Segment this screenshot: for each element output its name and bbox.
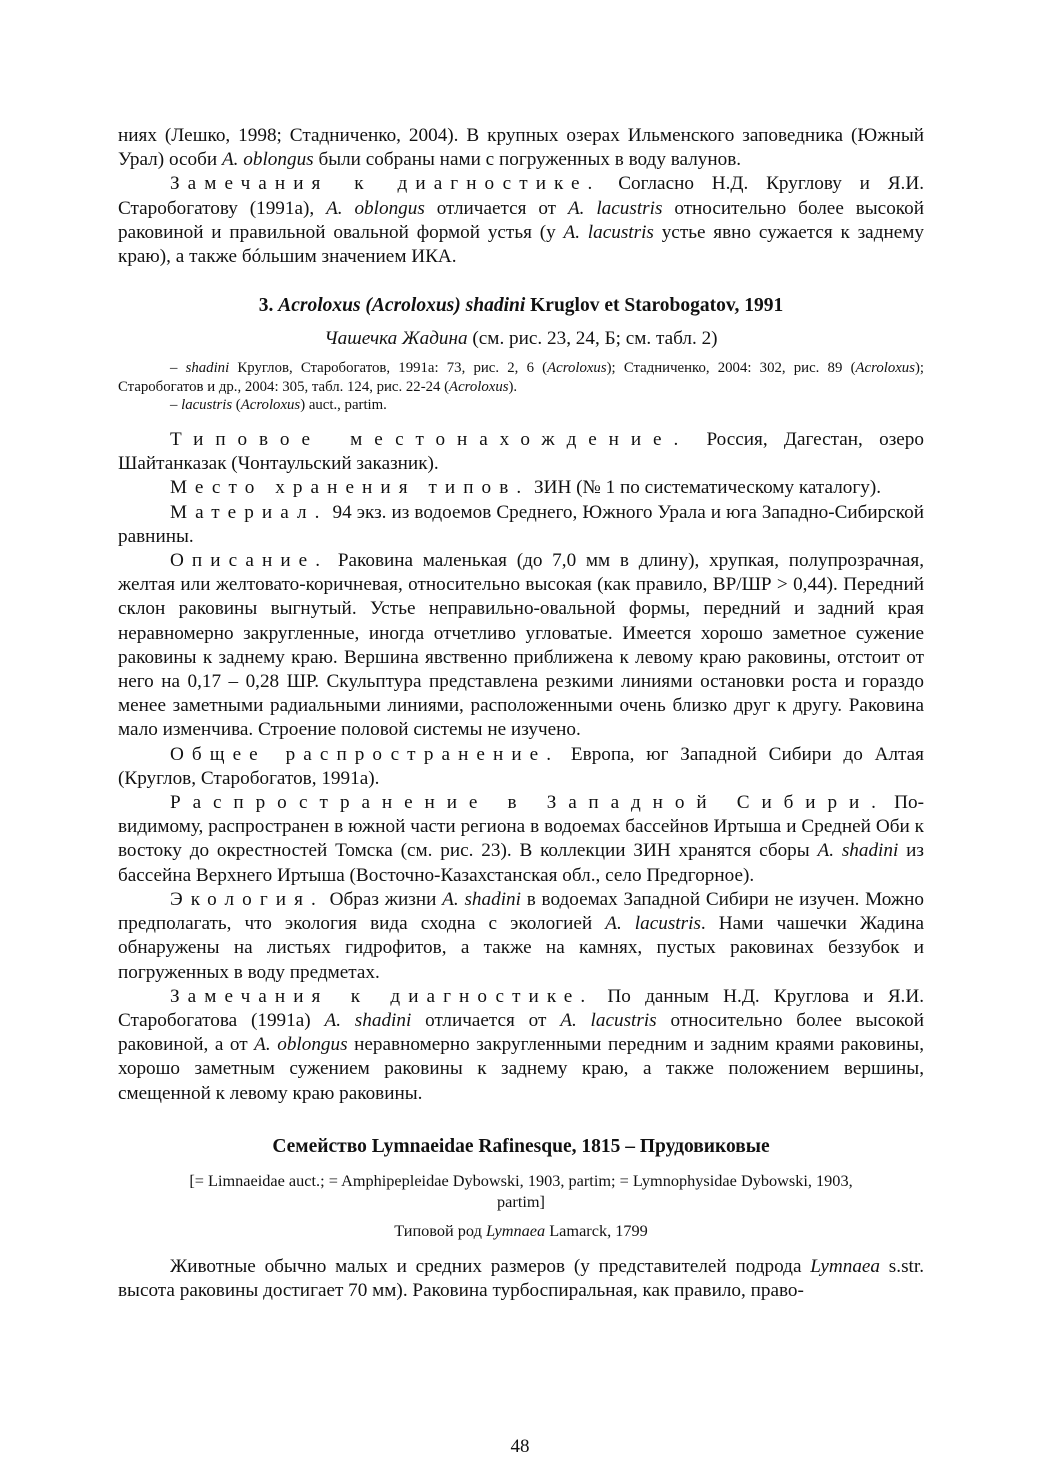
section-heading: Замечания к диагностике. — [170, 173, 601, 195]
species-name: A. lacustris — [567, 197, 663, 219]
section-heading: Общее распространение. — [170, 743, 560, 765]
species-name: A. lacustris — [563, 221, 654, 243]
section-heading: Типовое местонахождение. — [170, 429, 691, 451]
paragraph-west-siberia: Распространение в Западной Сибири. По-видимому, распространен в южной части региона в водоемах бассейнов Иртыша и Средней Оби к востоку до окрестностей Томска (см. рис. 23). В коллекции ЗИН хранятся сборы A. shadini из бассейна Верхнего Иртыша (Восточно-Казахстанская обл., село Предгорное). — [118, 792, 925, 886]
paragraph-family-description: Животные обычно малых и средних размеров (у представителей подрода Lymnaea s.str. высота раковины достигает 70 мм). Раковина турбоспиральная, как правило, право- — [118, 1255, 924, 1301]
species-heading: 3. Acroloxus (Acroloxus) shadini Kruglov et Starobogatov, 1991 — [258, 295, 784, 317]
section-heading: Распространение в Западной Сибири. — [170, 792, 888, 814]
paragraph-remarks-2: Замечания к диагностике. По данным Н.Д. Круглова и Я.И. Старобогатова (1991а) A. shadini отличается от A. lacustris относительно более высокой раковиной, а от A. oblongus неравномерно закругленными передним и задним краями раковины, хорошо заметным сужением раковины к заднему краю, а также положением вершины, смещенной к левому краю раковины. — [118, 985, 925, 1104]
text: были собраны нами с погруженных в воду валунов. — [313, 149, 742, 171]
species-name: A. oblongus — [326, 197, 425, 219]
paragraph-description: Описание. Раковина маленькая (до 7,0 мм в длину), хрупкая, полупрозрачная, желтая или желтовато-коричневая, относительно высокая (как правило, ВР/ШР > 0,44). Передний склон раковины выгнутый. Устье неправильно-овальной формы, передний и задний края неравномерно закругленные, иногда отчетливо угловатые. Имеется хорошо заметное сужение раковины к заднему краю. Вершина явственно приближена к левому краю раковины, отстоит от него на 0,17 – 0,28 ШР. Скульптура представлена резкими линиями остановки роста и гораздо менее заметными радиальными линиями, расположенными очень близко друг к другу. Раковина мало изменчива. Строение половой системы не изучено. — [118, 550, 924, 741]
paragraph-ecology: Экология. Образ жизни A. shadini в водоемах Западной Сибири не изучен. Можно предполагать, что экология вида сходна с экологией A. lacustris. Нами чашечки Жадина обнаружены на листьях гидрофитов, а также на камнях, пустых раковинах беззубок и погруженных в воду предметах. — [118, 888, 925, 983]
paragraph-type-storage: Место хранения типов. ЗИН (№ 1 по систематическому каталогу). — [170, 477, 882, 499]
synonymy-entry: – shadini Круглов, Старобогатов, 1991а: 73, рис. 2, 6 (Acroloxus); Стадниченко, 2004: 302, рис. 89 (Acroloxus); Старобогатов и др., 2004: 305, табл. 124, рис. 22-24 (Acroloxus). — [118, 360, 924, 395]
text: отличается от — [424, 197, 568, 219]
text: устье явно сужается к заднему краю), а также бóльшим значением ИКА. — [118, 221, 924, 268]
paragraph-type-locality: Типовое местонахождение. Россия, Дагестан, озеро Шайтанказак (Чонтаульский заказник). — [118, 429, 924, 475]
section-heading: Замечания к диагностике. — [170, 985, 594, 1007]
species-name: Acroloxus (Acroloxus) shadini — [278, 295, 526, 317]
family-synonyms: [= Limnaeidae auct.; = Amphipepleidae Dybowski, 1903, partim; = Lymnophysidae Dybowski, 1903, partim] — [189, 1170, 853, 1211]
section-heading: Описание. — [170, 550, 329, 572]
type-genus: Типовой род Lymnaea Lamarck, 1799 — [394, 1220, 648, 1240]
family-heading: Семейство Lymnaeidae Rafinesque, 1815 – Прудовиковые — [272, 1135, 770, 1157]
page-number: 48 — [510, 1436, 530, 1457]
text: Согласно Н.Д. Круглову и Я.И. Старобогатову (1991а), — [118, 173, 925, 219]
paragraph-habitat — [118, 124, 924, 172]
text: относительно более высокой раковиной и правильной овальной формой устья (у — [118, 197, 924, 243]
section-heading: Место хранения типов. — [170, 477, 530, 499]
common-name: Чашечка Жадина (см. рис. 23, 24, Б; см. табл. 2) — [324, 328, 718, 350]
species-name: A. oblongus — [221, 149, 314, 171]
section-heading: Материал. — [170, 501, 328, 523]
paragraph-material: Материал. 94 экз. из водоемов Среднего, Южного Урала и юга Западно-Сибирской равнины. — [118, 501, 924, 547]
section-heading: Экология. — [170, 888, 324, 910]
text: ниях (Лешко, 1998; Стадниченко, 2004). В крупных озерах Ильменского заповедника (Южный Урал) особи — [118, 125, 924, 171]
authority: Kruglov et Starobogatov, 1991 — [525, 295, 784, 317]
paragraph-remarks — [118, 172, 924, 269]
page-body — [118, 124, 924, 1303]
paragraph-general-distribution: Общее распространение. Европа, юг Западной Сибири до Алтая (Круглов, Старобогатов, 1991а). — [118, 743, 924, 789]
synonymy-entry: – lacustris (Acroloxus) auct., partim. — [170, 396, 387, 413]
